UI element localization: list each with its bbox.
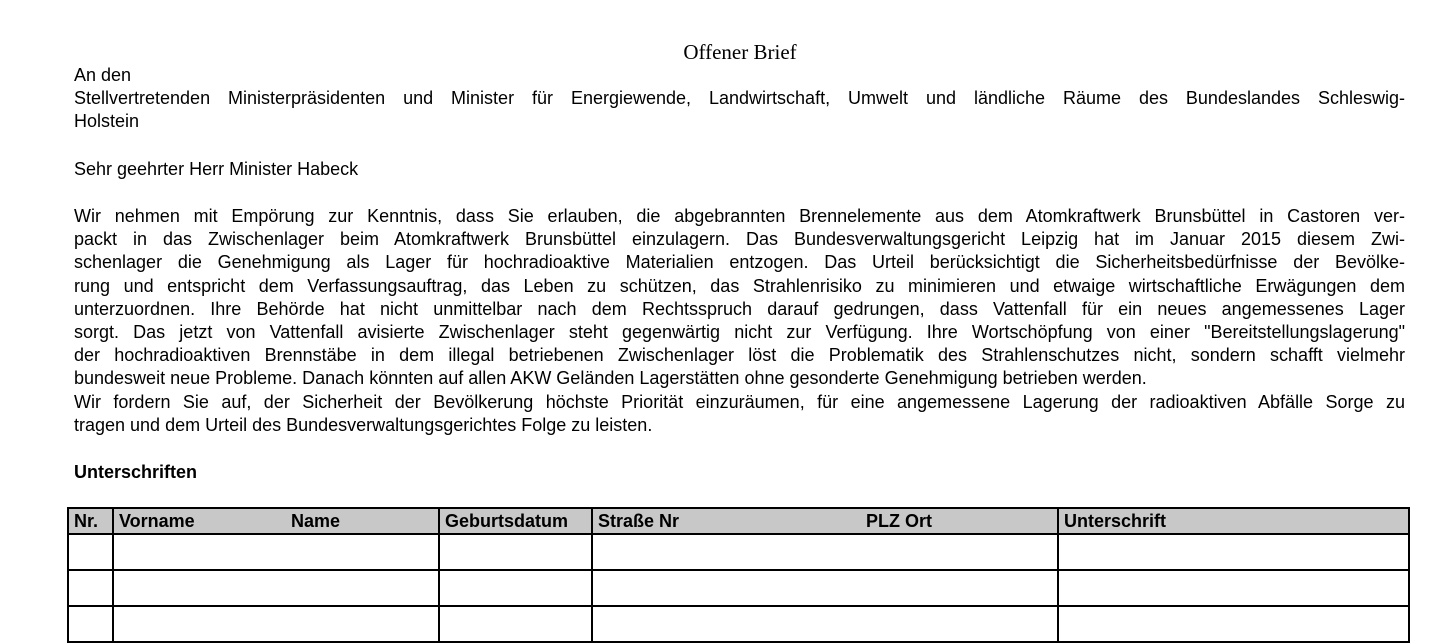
body-line: Wir fordern Sie auf, der Sicherheit der Bevölkerung höchste Priorität einzuräumen, für eine angemessene Lagerung der radioaktiven Abfälle Sorge zu: [74, 391, 1405, 412]
table-cell: [1058, 606, 1409, 642]
letter-body: [74, 205, 1405, 437]
body-line: sorgt. Das jetzt von Vattenfall avisierte Zwischenlager steht gegenwärtig nicht zur Verfügung. Ihre Wortschöpfung von einer "Bereitstellungslagerung": [74, 321, 1405, 342]
body-line: rung und entspricht dem Verfassungsauftrag, das Leben zu schützen, das Strahlenrisiko zu minimieren und etwaige wirtschaftliche Erwägungen dem: [74, 275, 1405, 296]
table-row: [68, 606, 1409, 642]
table-header-row: [68, 508, 1409, 534]
body-line: tragen und dem Urteil des Bundesverwaltungsgerichtes Folge zu leisten.: [74, 414, 653, 435]
address-line: An den: [74, 65, 132, 85]
table-row: [68, 534, 1409, 570]
body-line: packt in das Zwischenlager beim Atomkraftwerk Brunsbüttel einzulagern. Das Bundesverwaltungsgericht Leipzig hat im Januar 2015 diesem Zwi-: [74, 229, 1405, 250]
address-line: Holstein: [74, 111, 140, 132]
table-cell: [439, 534, 592, 570]
column-header-geburtsdatum: Geburtsdatum: [439, 508, 592, 534]
table-cell: [68, 570, 113, 606]
table-cell: [68, 606, 113, 642]
table-cell: [592, 534, 1058, 570]
column-header-name: Name: [291, 511, 341, 531]
column-header-vorname-name: [113, 508, 439, 534]
signatures-heading: Unterschriften: [74, 462, 198, 482]
table-cell: [113, 534, 439, 570]
column-header-plz-ort: PLZ Ort: [866, 511, 932, 531]
table-cell: [1058, 570, 1409, 606]
table-cell: [592, 606, 1058, 642]
body-line: unterzuordnen. Ihre Behörde hat nicht unmittelbar nach dem Rechtsspruch darauf gedrungen, dass Vattenfall für ein neues angemessenes Lager: [74, 298, 1405, 319]
address-line: Stellvertretenden Ministerpräsidenten und Minister für Energiewende, Landwirtschaft, Umwelt und ländliche Räume des Bundeslandes Schleswig-: [74, 88, 1405, 109]
signature-table: [67, 507, 1410, 643]
document-title: Offener Brief: [683, 40, 797, 64]
body-line: schenlager die Genehmigung als Lager für hochradioaktive Materialien entzogen. Das Urteil berücksichtigt die Sicherheitsbedürfnisse der Bevölke-: [74, 252, 1405, 273]
body-line: Wir nehmen mit Empörung zur Kenntnis, dass Sie erlauben, die abgebrannten Brennelemente aus dem Atomkraftwerk Brunsbüttel in Castoren ver-: [74, 206, 1405, 226]
body-line: bundesweit neue Probleme. Danach könnten auf allen AKW Geländen Lagerstätten ohne gesonderte Genehmigung betrieben werden.: [74, 368, 1147, 389]
table-cell: [439, 570, 592, 606]
column-header-strasse-plz: [592, 508, 1058, 534]
table-row: [68, 570, 1409, 606]
table-cell: [113, 570, 439, 606]
table-cell: [592, 570, 1058, 606]
column-header-nr: Nr.: [68, 508, 113, 534]
column-header-strasse: Straße Nr: [598, 511, 680, 531]
salutation: Sehr geehrter Herr Minister Habeck: [74, 159, 359, 179]
table-cell: [1058, 534, 1409, 570]
column-header-vorname: Vorname: [119, 511, 195, 531]
column-header-unterschrift: Unterschrift: [1058, 508, 1409, 534]
table-cell: [113, 606, 439, 642]
table-cell: [439, 606, 592, 642]
recipient-address: [74, 64, 1405, 134]
table-cell: [68, 534, 113, 570]
body-line: der hochradioaktiven Brennstäbe in dem illegal betriebenen Zwischenlager löst die Problematik des Strahlenschutzes nicht, sondern schafft vielmehr: [74, 345, 1405, 366]
